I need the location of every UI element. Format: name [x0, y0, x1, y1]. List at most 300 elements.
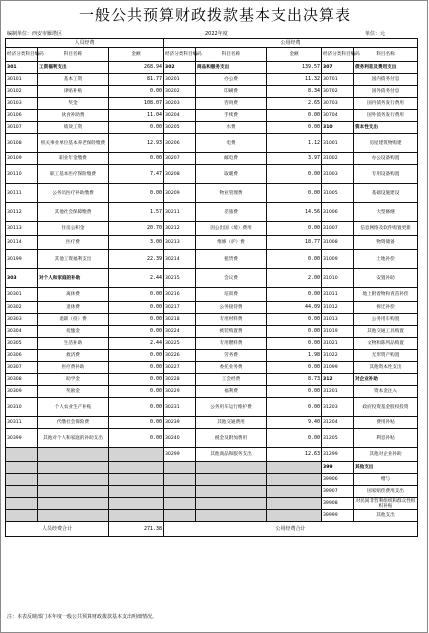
cell-amount: 0.00	[109, 374, 164, 386]
cell-code: 30228	[164, 374, 196, 386]
cell-code: 30108	[6, 134, 38, 153]
cell-empty	[109, 462, 164, 474]
unit-label: 单位：元	[365, 31, 386, 37]
table-row	[6, 386, 418, 398]
cell-empty	[164, 498, 196, 510]
cell-name: 国内债务付息	[354, 74, 418, 86]
cell-code: 30231	[164, 398, 196, 417]
cell-code: 31013	[322, 314, 354, 326]
cell-code: 30701	[322, 74, 354, 86]
cell-amount: 1.98	[267, 350, 322, 362]
cell-name: 取暖费	[196, 165, 267, 184]
cell-amount: 11.04	[109, 110, 164, 122]
expenditure-table	[5, 38, 418, 537]
cell-empty	[196, 498, 267, 510]
cell-name: 其他社会保障缴费	[38, 203, 109, 222]
cell-amount: 0.00	[267, 429, 322, 448]
cell-name: 其他商品和服务支出	[196, 448, 267, 462]
cell-amount: 0.00	[109, 398, 164, 417]
cell-code: 30109	[6, 153, 38, 165]
cell-code: 30308	[6, 374, 38, 386]
cell-amount: 0.00	[109, 326, 164, 338]
cell-code: 30208	[164, 165, 196, 184]
cell-name: 物资储备	[354, 236, 418, 250]
cell-code: 301	[6, 62, 38, 74]
cell-amount: 0.00	[109, 122, 164, 134]
cell-amount: 0.00	[109, 302, 164, 314]
table-row	[6, 222, 418, 236]
cell-amount: 2.44	[109, 338, 164, 350]
cell-amount: 12.93	[109, 134, 164, 153]
cell-empty	[38, 498, 109, 510]
cell-name: 抚恤金	[38, 326, 109, 338]
cell-name: 拆迁补偿	[354, 302, 418, 314]
cell-name: 离休费	[38, 288, 109, 302]
cell-code: 30226	[164, 350, 196, 362]
cell-name: 租赁费	[196, 250, 267, 269]
cell-code: 31006	[322, 203, 354, 222]
cell-code: 31005	[322, 184, 354, 203]
column-header-name: 科目名称	[354, 48, 418, 62]
cell-amount: 8.34	[267, 86, 322, 98]
cell-code: 31002	[322, 153, 354, 165]
cell-code: 30205	[164, 122, 196, 134]
cell-empty	[164, 486, 196, 498]
cell-amount: 0.00	[267, 362, 322, 374]
cell-name: 职工基本医疗保险缴费	[38, 165, 109, 184]
cell-amount: 2.44	[109, 269, 164, 288]
cell-name: 专用材料费	[196, 314, 267, 326]
cell-code: 30310	[6, 398, 38, 417]
cell-code: 30399	[6, 429, 38, 448]
cell-code: 31019	[322, 326, 354, 338]
cell-code: 30305	[6, 338, 38, 350]
cell-name: 赠与	[354, 474, 418, 486]
cell-code: 310	[322, 122, 354, 134]
cell-name: 信息网络及软件购置更新	[354, 222, 418, 236]
cell-amount: 0.00	[109, 184, 164, 203]
cell-name: 办公费	[196, 74, 267, 86]
cell-amount: 0.00	[267, 288, 322, 302]
personnel-total-label: 人员经费合计	[6, 522, 109, 537]
cell-code: 31204	[322, 417, 354, 429]
cell-code: 30703	[322, 98, 354, 110]
cell-empty	[196, 462, 267, 474]
cell-code: 30304	[6, 326, 38, 338]
cell-name: 其他交通费用	[196, 417, 267, 429]
table-row	[6, 165, 418, 184]
column-header-code: 经济分类科目编码	[6, 48, 38, 62]
cell-code: 31099	[322, 362, 354, 374]
cell-code: 31201	[322, 386, 354, 398]
cell-code: 31205	[322, 429, 354, 448]
cell-name: 地上附着物和青苗补偿	[354, 288, 418, 302]
cell-amount: 2.00	[267, 269, 322, 288]
cell-amount: 12.63	[267, 448, 322, 462]
table-row	[6, 429, 418, 448]
cell-amount: 11.32	[267, 74, 322, 86]
cell-name: 退职（役）费	[38, 314, 109, 326]
table-row	[6, 486, 418, 498]
cell-amount: 0.00	[109, 86, 164, 98]
cell-code: 39907	[322, 486, 354, 498]
cell-amount: 14.56	[267, 203, 322, 222]
cell-name: 机关事业单位基本养老保险缴费	[38, 134, 109, 153]
cell-empty	[196, 510, 267, 522]
column-header-name: 科目名称	[196, 48, 267, 62]
cell-name: 国内债务发行费用	[354, 98, 418, 110]
cell-name: 职业年金缴费	[38, 153, 109, 165]
cell-empty	[164, 510, 196, 522]
cell-code: 39906	[322, 474, 354, 486]
cell-empty	[6, 486, 38, 498]
cell-code: 30306	[6, 350, 38, 362]
cell-amount: 7.47	[109, 165, 164, 184]
cell-amount: 0.00	[109, 386, 164, 398]
org-label: 编制单位：西安市雁塔区	[7, 31, 63, 37]
cell-amount: 0.00	[267, 398, 322, 417]
cell-name: 助学金	[38, 374, 109, 386]
cell-code: 30301	[6, 288, 38, 302]
cell-empty	[38, 486, 109, 498]
cell-empty	[267, 486, 322, 498]
cell-name: 委托业务费	[196, 362, 267, 374]
cell-code: 30240	[164, 429, 196, 448]
cell-amount: 0.00	[267, 122, 322, 134]
cell-code: 31008	[322, 236, 354, 250]
table-row	[6, 184, 418, 203]
cell-amount: 1.12	[267, 134, 322, 153]
cell-empty	[109, 486, 164, 498]
cell-code: 30307	[6, 362, 38, 374]
table-row	[6, 269, 418, 288]
cell-amount: 1.57	[109, 203, 164, 222]
cell-amount: 81.77	[109, 74, 164, 86]
cell-name: 奖金	[38, 98, 109, 110]
cell-name: 代缴社会保险费	[38, 417, 109, 429]
cell-code: 31010	[322, 269, 354, 288]
cell-name: 邮电费	[196, 153, 267, 165]
cell-code: 30214	[164, 250, 196, 269]
cell-amount: 0.00	[109, 429, 164, 448]
column-header-code: 经济分类科目编码	[322, 48, 354, 62]
cell-name: 其他工资福利支出	[38, 250, 109, 269]
cell-name: 住房公积金	[38, 222, 109, 236]
table-row	[6, 288, 418, 302]
cell-name: 房屋建筑物购建	[354, 134, 418, 153]
year-label: 2022年度	[205, 31, 228, 37]
cell-amount: 0.00	[267, 250, 322, 269]
cell-code: 31011	[322, 288, 354, 302]
cell-code: 30203	[164, 98, 196, 110]
cell-amount: 0.00	[267, 184, 322, 203]
cell-empty	[38, 462, 109, 474]
cell-amount: 0.00	[267, 338, 322, 350]
cell-empty	[164, 474, 196, 486]
cell-code: 30704	[322, 110, 354, 122]
cell-code: 302	[164, 62, 196, 74]
cell-amount: 268.94	[109, 62, 164, 74]
table-row	[6, 474, 418, 486]
table-row	[6, 74, 418, 86]
cell-code: 30204	[164, 110, 196, 122]
cell-name: 商品和服务支出	[196, 62, 267, 74]
cell-empty	[196, 474, 267, 486]
cell-name: 资本性支出	[354, 122, 418, 134]
cell-code: 31021	[322, 338, 354, 350]
cell-amount: 139.57	[267, 62, 322, 74]
cell-name: 医疗费补助	[38, 362, 109, 374]
report-title: 一般公共预算财政拨款基本支出决算表	[78, 6, 351, 24]
cell-name: 其他交通工具购置	[354, 326, 418, 338]
cell-name: 专用设备购置	[354, 165, 418, 184]
cell-name: 咨询费	[196, 98, 267, 110]
cell-code: 30102	[6, 86, 38, 98]
cell-code: 31203	[322, 398, 354, 417]
cell-name: 伙食补助费	[38, 110, 109, 122]
cell-amount: 0.00	[109, 417, 164, 429]
cell-code: 31003	[322, 165, 354, 184]
table-row	[6, 236, 418, 250]
cell-name: 因公出国（境）费用	[196, 222, 267, 236]
cell-name: 会议费	[196, 269, 267, 288]
cell-code: 303	[6, 269, 38, 288]
cell-name: 被装购置费	[196, 326, 267, 338]
cell-empty	[6, 474, 38, 486]
cell-code: 399	[322, 462, 354, 474]
table-row	[6, 250, 418, 269]
cell-name: 安置补助	[354, 269, 418, 288]
cell-name: 文物和陈列品购置	[354, 338, 418, 350]
cell-name: 救济费	[38, 350, 109, 362]
cell-code: 30211	[164, 203, 196, 222]
cell-code: 30702	[322, 86, 354, 98]
cell-name: 工资福利支出	[38, 62, 109, 74]
public-total-label: 公用经费合计	[164, 522, 418, 537]
cell-name: 费用补贴	[354, 417, 418, 429]
cell-code: 30215	[164, 269, 196, 288]
cell-amount: 9.40	[267, 417, 322, 429]
cell-code: 30113	[6, 222, 38, 236]
cell-name: 公务接待费	[196, 302, 267, 314]
cell-code: 30202	[164, 86, 196, 98]
cell-amount: 108.07	[109, 98, 164, 110]
cell-empty	[109, 448, 164, 462]
cell-code: 30224	[164, 326, 196, 338]
cell-empty	[6, 498, 38, 510]
cell-amount: 0.00	[109, 153, 164, 165]
cell-name: 培训费	[196, 288, 267, 302]
cell-code: 30302	[6, 302, 38, 314]
cell-name: 津贴补贴	[38, 86, 109, 98]
cell-code: 30303	[6, 314, 38, 326]
table-row	[6, 86, 418, 98]
cell-name: 其他对企业补助	[354, 448, 418, 462]
cell-code: 39999	[322, 510, 354, 522]
cell-name: 公务用车购置	[354, 314, 418, 326]
table-row	[6, 398, 418, 417]
cell-empty	[267, 498, 322, 510]
cell-code: 30239	[164, 417, 196, 429]
cell-name: 基础设施建设	[354, 184, 418, 203]
cell-name: 对民间非营利组织和群众性组织补贴	[354, 498, 418, 510]
cell-code: 39908	[322, 498, 354, 510]
table-row	[6, 448, 418, 462]
cell-name: 印刷费	[196, 86, 267, 98]
cell-name: 电费	[196, 134, 267, 153]
cell-name: 公务用车运行维护费	[196, 398, 267, 417]
cell-name: 无形资产购置	[354, 350, 418, 362]
personnel-header: 人员经费	[6, 39, 164, 48]
cell-code: 31007	[322, 222, 354, 236]
cell-amount: 2.65	[267, 98, 322, 110]
cell-name: 维修（护）费	[196, 236, 267, 250]
cell-empty	[38, 448, 109, 462]
cell-name: 大型修缮	[354, 203, 418, 222]
table-row	[6, 314, 418, 326]
cell-code: 30217	[164, 302, 196, 314]
cell-name: 对个人和家庭的补助	[38, 269, 109, 288]
table-row	[6, 134, 418, 153]
cell-name: 公务员医疗补助缴费	[38, 184, 109, 203]
cell-amount: 0.00	[267, 326, 322, 338]
cell-empty	[6, 448, 38, 462]
cell-name: 对企业补助	[354, 374, 418, 386]
cell-code: 30227	[164, 362, 196, 374]
cell-name: 国外债务发行费用	[354, 110, 418, 122]
cell-code: 31009	[322, 250, 354, 269]
header-row-group	[6, 39, 418, 48]
cell-name: 劳务费	[196, 350, 267, 362]
cell-name: 债务利息及费用支出	[354, 62, 418, 74]
header-row-columns	[6, 48, 418, 62]
cell-amount: 3.00	[109, 236, 164, 250]
footnote: 注：本表反映部门本年度一般公共预算财政拨款基本支出明细情况。	[7, 614, 158, 620]
cell-name: 国家赔偿费用支出	[354, 486, 418, 498]
table-row	[6, 498, 418, 510]
cell-code: 30218	[164, 314, 196, 326]
cell-empty	[267, 474, 322, 486]
table-row	[6, 302, 418, 314]
cell-name: 其他对个人和家庭的补助支出	[38, 429, 109, 448]
table-row	[6, 510, 418, 522]
cell-name: 其他资本性支出	[354, 362, 418, 374]
cell-name: 土地补偿	[354, 250, 418, 269]
table-row	[6, 62, 418, 74]
cell-amount: 0.00	[267, 386, 322, 398]
cell-amount: 8.73	[267, 374, 322, 386]
cell-code: 307	[322, 62, 354, 74]
table-row	[6, 153, 418, 165]
cell-empty	[109, 510, 164, 522]
cell-amount: 0.00	[109, 288, 164, 302]
cell-empty	[6, 510, 38, 522]
cell-name: 物业管理费	[196, 184, 267, 203]
cell-name: 差旅费	[196, 203, 267, 222]
cell-amount: 22.39	[109, 250, 164, 269]
cell-code: 30212	[164, 222, 196, 236]
cell-code: 30201	[164, 74, 196, 86]
cell-amount: 44.09	[267, 302, 322, 314]
cell-name: 奖励金	[38, 386, 109, 398]
cell-code: 312	[322, 374, 354, 386]
cell-code: 30225	[164, 338, 196, 350]
column-header-amount: 金额	[109, 48, 164, 62]
table-row	[6, 374, 418, 386]
cell-code: 31299	[322, 448, 354, 462]
cell-name: 其他支出	[354, 510, 418, 522]
public-header: 公用经费	[164, 39, 418, 48]
cell-code: 30110	[6, 165, 38, 184]
cell-empty	[109, 474, 164, 486]
cell-name: 医疗费	[38, 236, 109, 250]
cell-name: 政府投资基金股权投资	[354, 398, 418, 417]
column-header-amount: 金额	[267, 48, 322, 62]
table-row	[6, 362, 418, 374]
personnel-total-amount: 271.38	[109, 522, 164, 537]
cell-code: 31012	[322, 302, 354, 314]
cell-code: 30309	[6, 386, 38, 398]
cell-code: 30101	[6, 74, 38, 86]
table-row	[6, 110, 418, 122]
cell-name: 办公设备购置	[354, 153, 418, 165]
cell-code: 30107	[6, 122, 38, 134]
cell-amount: 3.97	[267, 153, 322, 165]
cell-code: 31001	[322, 134, 354, 153]
cell-empty	[164, 462, 196, 474]
cell-code: 30299	[164, 448, 196, 462]
cell-name: 国外债务付息	[354, 86, 418, 98]
cell-amount: 0.00	[109, 350, 164, 362]
cell-code: 30111	[6, 184, 38, 203]
cell-amount: 0.00	[109, 362, 164, 374]
cell-name: 退休费	[38, 302, 109, 314]
cell-code: 30106	[6, 110, 38, 122]
cell-code: 30103	[6, 98, 38, 110]
cell-name: 工会经费	[196, 374, 267, 386]
table-row	[6, 203, 418, 222]
cell-name: 绩效工资	[38, 122, 109, 134]
table-row	[6, 338, 418, 350]
cell-code: 30229	[164, 386, 196, 398]
cell-amount: 0.00	[267, 110, 322, 122]
cell-name: 基本工资	[38, 74, 109, 86]
cell-amount: 18.77	[267, 236, 322, 250]
table-row	[6, 326, 418, 338]
table-row	[6, 350, 418, 362]
cell-name: 资本金注入	[354, 386, 418, 398]
cell-name: 专用燃料费	[196, 338, 267, 350]
cell-code: 30114	[6, 236, 38, 250]
cell-empty	[196, 486, 267, 498]
column-header-code: 经济分类科目编码	[164, 48, 196, 62]
cell-name: 福利费	[196, 386, 267, 398]
table-row	[6, 98, 418, 110]
cell-name: 利息补贴	[354, 429, 418, 448]
cell-code: 31022	[322, 350, 354, 362]
totals-row	[6, 522, 418, 537]
cell-amount: 0.00	[109, 314, 164, 326]
cell-amount: 20.70	[109, 222, 164, 236]
cell-code: 30206	[164, 134, 196, 153]
cell-code: 30216	[164, 288, 196, 302]
cell-name: 手续费	[196, 110, 267, 122]
cell-amount: 0.00	[267, 165, 322, 184]
cell-code: 30213	[164, 236, 196, 250]
cell-name: 其他支出	[354, 462, 418, 474]
table-body	[6, 39, 418, 537]
cell-code: 30311	[6, 417, 38, 429]
